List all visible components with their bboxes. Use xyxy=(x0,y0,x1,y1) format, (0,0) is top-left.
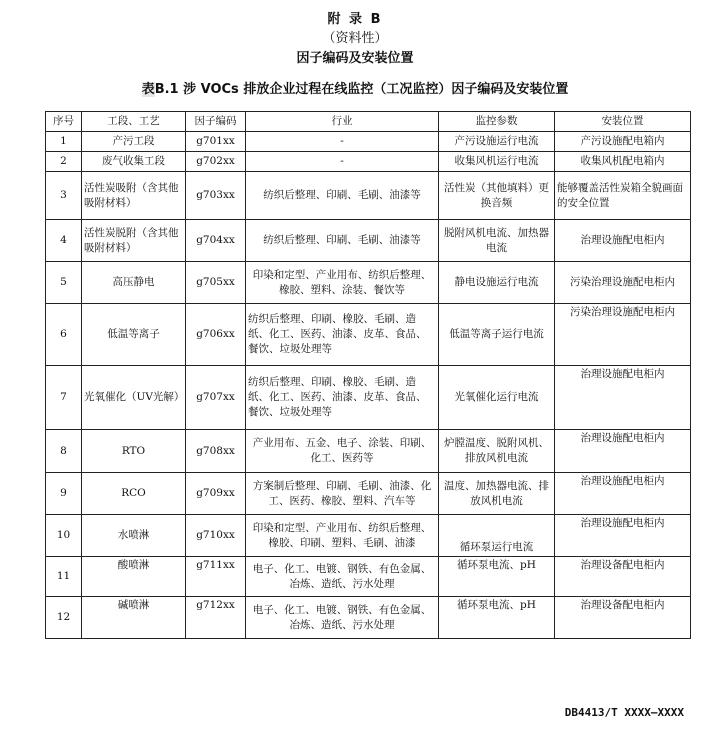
table-row xyxy=(46,220,691,262)
appendix-nature: （资料性） xyxy=(322,31,388,46)
cell-process: RTO xyxy=(82,430,186,473)
cell-location: 污染治理设施配电柜内 xyxy=(555,262,691,304)
col-header-process: 工段、工艺 xyxy=(82,112,186,132)
cell-code: g709xx xyxy=(186,473,246,515)
table-caption xyxy=(0,78,710,97)
cell-code: g704xx xyxy=(186,220,246,262)
cell-param: 循环泵电流、pH xyxy=(439,557,555,597)
cell-param: 活性炭（其他填料）更换音频 xyxy=(439,172,555,220)
table-row xyxy=(46,262,691,304)
cell-industry: 纺织后整理、印刷、橡胶、毛刷、造纸、化工、医药、油漆、皮革、食品、餐饮、垃圾处理等 xyxy=(246,366,439,430)
cell-no: 2 xyxy=(46,152,82,172)
cell-param: 低温等离子运行电流 xyxy=(439,304,555,366)
cell-process: 产污工段 xyxy=(82,132,186,152)
cell-code: g711xx xyxy=(186,557,246,597)
table-row xyxy=(46,515,691,557)
cell-code: g702xx xyxy=(186,152,246,172)
cell-location: 治理设施配电柜内 xyxy=(555,430,691,473)
caption-prefix: 表 xyxy=(141,82,155,97)
cell-param: 温度、加热器电流、排放风机电流 xyxy=(439,473,555,515)
cell-param: 循环泵运行电流 xyxy=(439,515,555,557)
table-row xyxy=(46,473,691,515)
table-row xyxy=(46,557,691,597)
cell-no: 11 xyxy=(46,557,82,597)
cell-param: 产污设施运行电流 xyxy=(439,132,555,152)
cell-process: 水喷淋 xyxy=(82,515,186,557)
cell-location: 能够覆盖活性炭箱全貌画面的安全位置 xyxy=(555,172,691,220)
cell-code: g708xx xyxy=(186,430,246,473)
cell-industry: 纺织后整理、印刷、毛刷、油漆等 xyxy=(246,172,439,220)
cell-industry: 电子、化工、电镀、钢铁、有色金属、冶炼、造纸、污水处理 xyxy=(246,557,439,597)
appendix-label: 附 录 B xyxy=(327,12,383,27)
cell-code: g703xx xyxy=(186,172,246,220)
cell-process: 活性炭脱附（含其他吸附材料） xyxy=(82,220,186,262)
cell-process: 碱喷淋 xyxy=(82,597,186,639)
table-row xyxy=(46,304,691,366)
cell-no: 6 xyxy=(46,304,82,366)
factor-table xyxy=(45,111,691,639)
table-row xyxy=(46,597,691,639)
cell-param: 循环泵电流、pH xyxy=(439,597,555,639)
table-row xyxy=(46,366,691,430)
cell-no: 7 xyxy=(46,366,82,430)
cell-location: 治理设备配电柜内 xyxy=(555,557,691,597)
cell-no: 3 xyxy=(46,172,82,220)
cell-no: 1 xyxy=(46,132,82,152)
cell-location: 污染治理设施配电柜内 xyxy=(555,304,691,366)
cell-no: 10 xyxy=(46,515,82,557)
col-header-no: 序号 xyxy=(46,112,82,132)
cell-industry: 电子、化工、电镀、钢铁、有色金属、冶炼、造纸、污水处理 xyxy=(246,597,439,639)
table-header-row xyxy=(46,112,691,132)
cell-location: 治理设施配电柜内 xyxy=(555,473,691,515)
cell-process: 活性炭吸附（含其他吸附材料） xyxy=(82,172,186,220)
cell-no: 12 xyxy=(46,597,82,639)
cell-no: 9 xyxy=(46,473,82,515)
cell-process: 光氧催化（UV光解） xyxy=(82,366,186,430)
col-header-code: 因子编码 xyxy=(186,112,246,132)
document-code: DB4413/T XXXX—XXXX xyxy=(564,706,684,719)
col-header-location: 安装位置 xyxy=(555,112,691,132)
cell-code: g701xx xyxy=(186,132,246,152)
cell-param: 收集风机运行电流 xyxy=(439,152,555,172)
table-row xyxy=(46,172,691,220)
cell-location: 治理设施配电柜内 xyxy=(555,515,691,557)
cell-industry: 方案制后整理、印刷、毛刷、油漆、化工、医药、橡胶、塑料、汽车等 xyxy=(246,473,439,515)
table-row xyxy=(46,132,691,152)
cell-code: g710xx xyxy=(186,515,246,557)
cell-industry: 印染和定型、产业用布、纺织后整理、橡胶、印刷、塑料、毛刷、油漆 xyxy=(246,515,439,557)
cell-code: g706xx xyxy=(186,304,246,366)
cell-process: RCO xyxy=(82,473,186,515)
cell-industry: 纺织后整理、印刷、橡胶、毛刷、造纸、化工、医药、油漆、皮革、食品、餐饮、垃圾处理等 xyxy=(246,304,439,366)
cell-location: 治理设备配电柜内 xyxy=(555,597,691,639)
cell-industry: 产业用布、五金、电子、涂装、印刷、化工、医药等 xyxy=(246,430,439,473)
cell-process: 高压静电 xyxy=(82,262,186,304)
cell-industry: 纺织后整理、印刷、毛刷、油漆等 xyxy=(246,220,439,262)
cell-code: g712xx xyxy=(186,597,246,639)
cell-param: 静电设施运行电流 xyxy=(439,262,555,304)
cell-param: 脱附风机电流、加热器电流 xyxy=(439,220,555,262)
cell-location: 治理设施配电柜内 xyxy=(555,220,691,262)
cell-code: g707xx xyxy=(186,366,246,430)
col-header-industry: 行业 xyxy=(246,112,439,132)
cell-location: 收集风机配电箱内 xyxy=(555,152,691,172)
cell-no: 4 xyxy=(46,220,82,262)
cell-process: 低温等离子 xyxy=(82,304,186,366)
cell-industry: - xyxy=(246,152,439,172)
caption-text: B.1 涉 VOCs 排放企业过程在线监控（工况监控）因子编码及安装位置 xyxy=(154,82,569,97)
cell-code: g705xx xyxy=(186,262,246,304)
cell-location: 产污设施配电箱内 xyxy=(555,132,691,152)
cell-industry: 印染和定型、产业用布、纺织后整理、橡胶、塑料、涂装、餐饮等 xyxy=(246,262,439,304)
cell-param: 光氧催化运行电流 xyxy=(439,366,555,430)
cell-param: 炉膛温度、脱附风机、排放风机电流 xyxy=(439,430,555,473)
cell-process: 酸喷淋 xyxy=(82,557,186,597)
col-header-param: 监控参数 xyxy=(439,112,555,132)
appendix-title: 因子编码及安装位置 xyxy=(296,51,414,66)
cell-no: 5 xyxy=(46,262,82,304)
cell-industry: - xyxy=(246,132,439,152)
cell-location: 治理设施配电柜内 xyxy=(555,366,691,430)
cell-process: 废气收集工段 xyxy=(82,152,186,172)
cell-no: 8 xyxy=(46,430,82,473)
table-row xyxy=(46,152,691,172)
table-row xyxy=(46,430,691,473)
